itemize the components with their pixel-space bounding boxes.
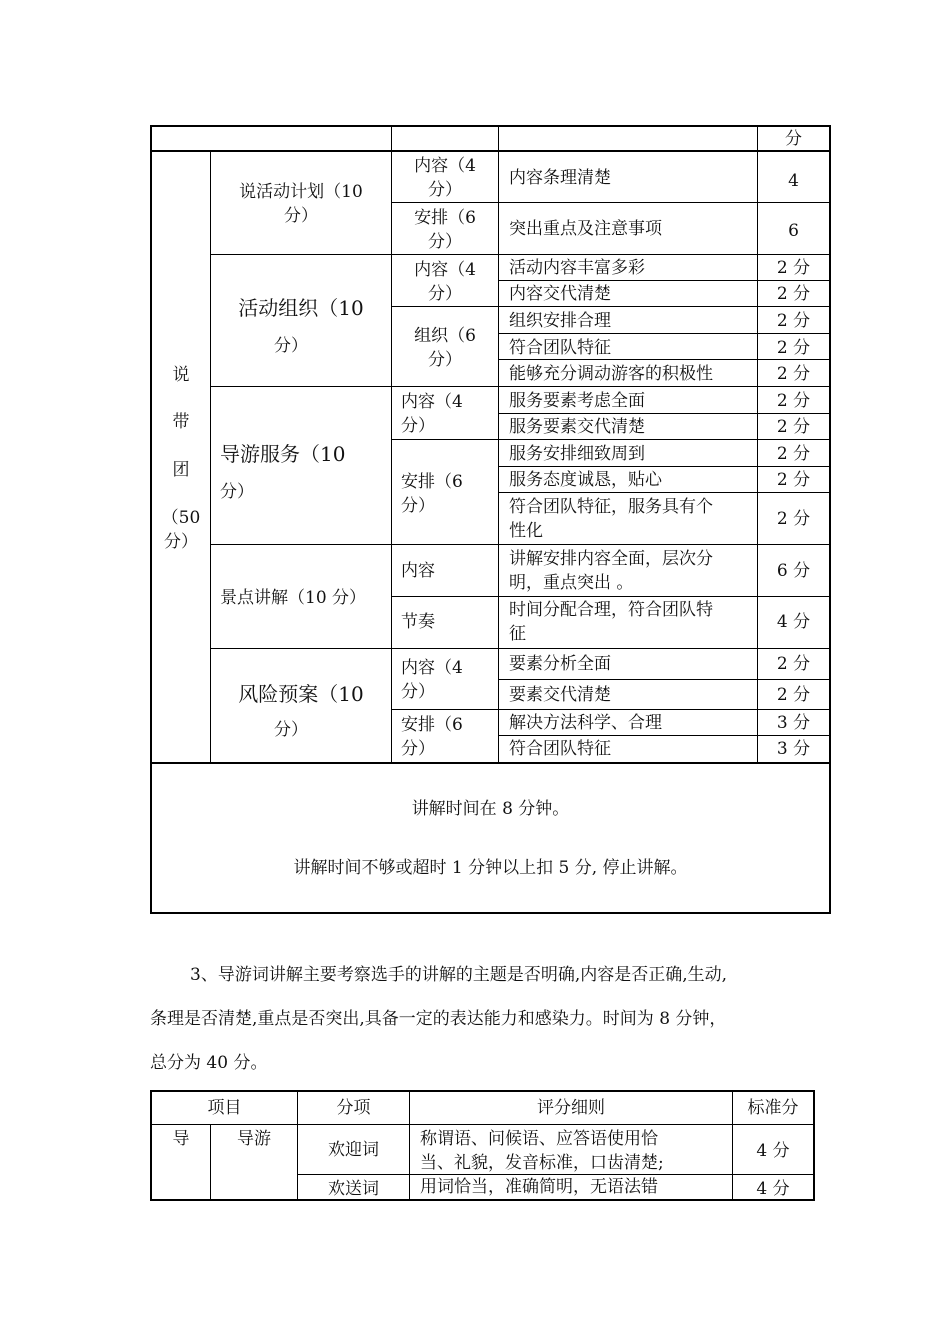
header-fen: 分 xyxy=(785,129,802,149)
sub-label-cont: 分） xyxy=(428,284,462,304)
penalty-note: 讲解时间不够或超时 1 分钟以上扣 5 分, 停止讲解。 xyxy=(293,858,688,878)
sub-label-cont: 分） xyxy=(428,232,462,252)
sub-label-cont: 分） xyxy=(401,739,435,759)
criterion: 内容条理清楚 xyxy=(509,168,611,188)
sub-label: 节奏 xyxy=(401,612,435,632)
criterion-score: 2 分 xyxy=(776,509,811,529)
category-char-1: 说 xyxy=(172,365,190,385)
rule-line: 当、礼貌，发音标准，口齿清楚; xyxy=(420,1153,664,1173)
criterion: 服务要素考虑全面 xyxy=(509,391,645,411)
sub-label: 安排（6 xyxy=(414,208,476,228)
group-name: 说活动计划（10 xyxy=(239,182,363,202)
criterion: 组织安排合理 xyxy=(509,311,611,331)
col-header-rules: 评分细则 xyxy=(537,1098,605,1118)
subitem-welcome: 欢迎词 xyxy=(328,1140,379,1160)
criterion: 符合团队特征 xyxy=(509,739,611,759)
group-name-cont: 分） xyxy=(274,720,308,740)
group-name: 导游服务（10 xyxy=(220,442,346,466)
criterion-score: 2 分 xyxy=(776,311,811,331)
col-header-score: 标准分 xyxy=(747,1098,799,1118)
sub-label: 内容（4 xyxy=(414,156,476,176)
subitem-farewell: 欢送词 xyxy=(328,1179,379,1199)
category-char-3: 团 xyxy=(172,460,190,480)
item-char: 导 xyxy=(172,1129,190,1149)
paragraph-line: 3、导游词讲解主要考察选手的讲解的主题是否明确,内容是否正确,生动, xyxy=(190,965,728,985)
category-score-unit: 分） xyxy=(164,532,198,552)
criterion: 符合团队特征，服务具有个 xyxy=(509,497,713,517)
criterion-score: 2 分 xyxy=(776,364,811,384)
criterion: 要素分析全面 xyxy=(509,654,611,674)
group-name-cont: 分） xyxy=(284,206,318,226)
category-score: （50 xyxy=(161,508,201,528)
criterion-score: 6 xyxy=(788,221,799,241)
criterion-score: 3 分 xyxy=(776,739,811,759)
criterion: 解决方法科学、合理 xyxy=(509,713,662,733)
criterion-score: 2 分 xyxy=(776,338,811,358)
criterion-score: 2 分 xyxy=(776,284,811,304)
group-name: 活动组织（10 xyxy=(238,296,364,320)
sub-label: 组织（6 xyxy=(414,326,476,346)
criterion: 服务要素交代清楚 xyxy=(509,417,645,437)
criterion: 突出重点及注意事项 xyxy=(509,219,662,239)
criterion-cont: 明，重点突出 。 xyxy=(509,573,634,593)
criterion: 服务安排细致周到 xyxy=(509,444,645,464)
paragraph-line: 总分为 40 分。 xyxy=(150,1053,268,1073)
criterion-score: 2 分 xyxy=(776,444,811,464)
group-name-cont: 分） xyxy=(274,336,308,356)
criterion: 内容交代清楚 xyxy=(509,284,611,304)
criterion-score: 2 分 xyxy=(776,654,811,674)
criterion-score: 4 xyxy=(788,171,799,191)
criterion-score: 2 分 xyxy=(776,417,811,437)
criterion-score: 2 分 xyxy=(776,258,811,278)
criterion: 要素交代清楚 xyxy=(509,685,611,705)
sub-label: 安排（6 xyxy=(401,472,463,492)
sub-label-cont: 分） xyxy=(401,682,435,702)
group-name: 风险预案（10 xyxy=(238,682,364,706)
criterion-score: 2 分 xyxy=(776,685,811,705)
sub-label: 内容（4 xyxy=(414,260,476,280)
criterion-score: 2 分 xyxy=(776,470,811,490)
rule-line: 用词恰当，准确简明，无语法错 xyxy=(420,1177,658,1197)
sub-label: 内容 xyxy=(401,561,435,581)
score-farewell: 4 分 xyxy=(756,1179,790,1199)
score-welcome: 4 分 xyxy=(756,1141,790,1161)
criterion: 服务态度诚恳，贴心 xyxy=(509,470,662,490)
sub-label-cont: 分） xyxy=(401,416,435,436)
sub-label: 内容（4 xyxy=(401,658,463,678)
criterion: 讲解安排内容全面，层次分 xyxy=(509,549,713,569)
criterion-cont: 性化 xyxy=(509,521,543,541)
criterion-score: 3 分 xyxy=(776,713,811,733)
rule-line: 称谓语、问候语、应答语使用恰 xyxy=(420,1129,658,1149)
col-header-subitem: 分项 xyxy=(336,1098,371,1118)
criterion: 符合团队特征 xyxy=(509,338,611,358)
sub-label: 内容（4 xyxy=(401,392,463,412)
group-name: 景点讲解（10 分） xyxy=(220,588,367,608)
sub-label-cont: 分） xyxy=(401,496,435,516)
sub-label: 安排（6 xyxy=(401,715,463,735)
paragraph-line: 条理是否清楚,重点是否突出,具备一定的表达能力和感染力。时间为 8 分钟， xyxy=(150,1009,727,1029)
criterion-score: 2 分 xyxy=(776,391,811,411)
col-header-item: 项目 xyxy=(207,1098,242,1118)
criterion-score: 4 分 xyxy=(776,612,811,632)
criterion: 能够充分调动游客的积极性 xyxy=(509,364,713,384)
criterion: 活动内容丰富多彩 xyxy=(509,258,645,278)
criterion-cont: 征 xyxy=(509,624,526,644)
time-note: 讲解时间在 8 分钟。 xyxy=(411,799,570,819)
item-name: 导游 xyxy=(237,1129,271,1149)
category-char-2: 带 xyxy=(172,412,190,432)
criterion-score: 6 分 xyxy=(776,561,811,581)
sub-label-cont: 分） xyxy=(428,180,462,200)
group-name-cont: 分） xyxy=(220,482,254,502)
criterion: 时间分配合理，符合团队特 xyxy=(509,600,713,620)
sub-label-cont: 分） xyxy=(428,350,462,370)
